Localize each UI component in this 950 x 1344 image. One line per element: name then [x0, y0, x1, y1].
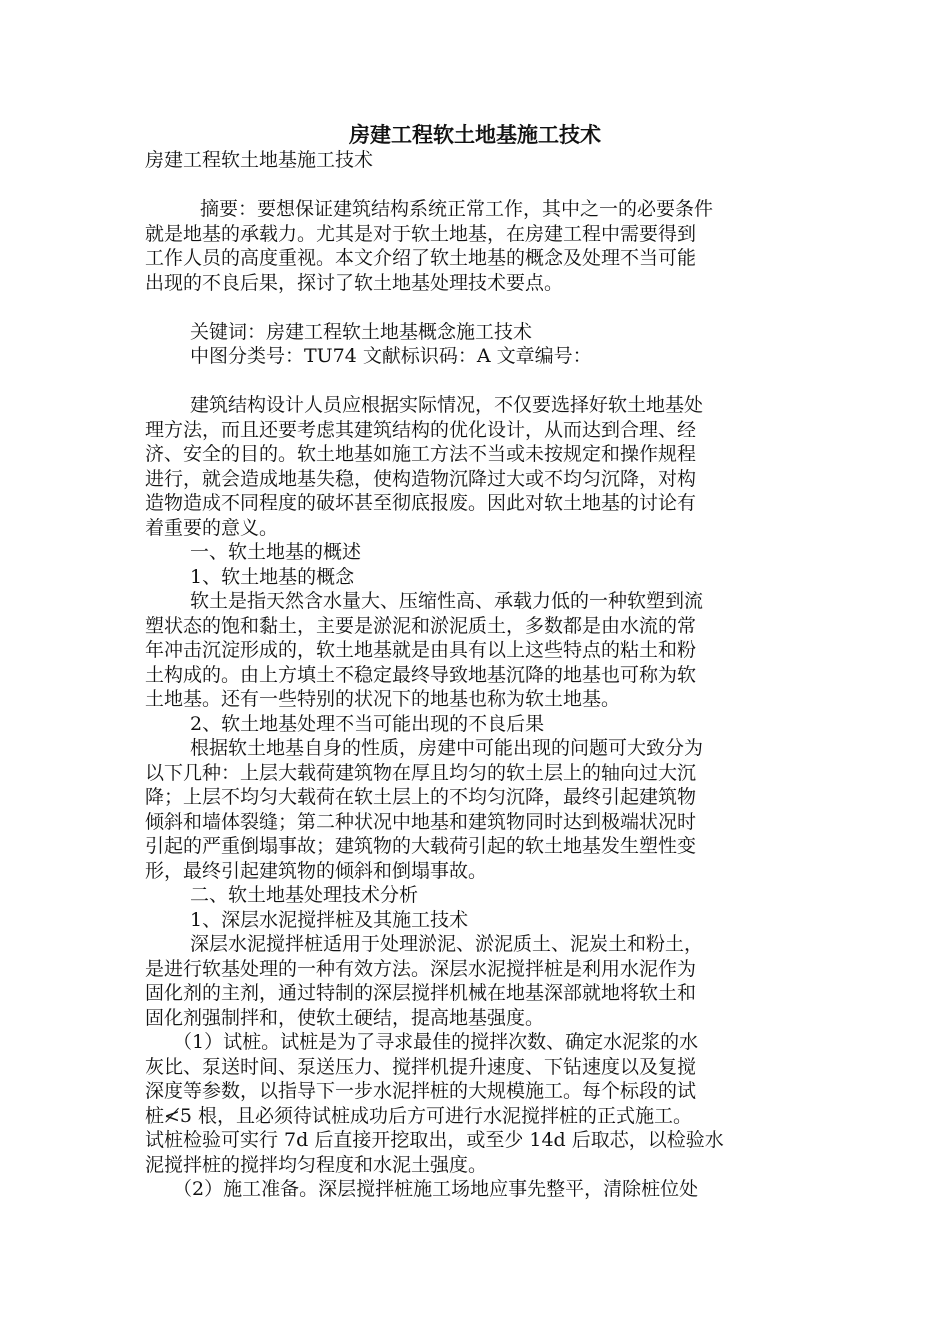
- paragraph-line: 塑状态的饱和黏土，主要是淤泥和淤泥质土，多数都是由水流的常: [145, 614, 697, 637]
- document-subtitle: 房建工程软土地基施工技术: [145, 149, 374, 171]
- list-item-line: （1）试桩。试桩是为了寻求最佳的搅拌次数、确定水泥浆的水: [173, 1031, 699, 1053]
- paragraph-line: 降；上层不均匀大载荷在软土层上的不均匀沉降，最终引起建筑物: [145, 786, 697, 808]
- document-title: 房建工程软土地基施工技术: [349, 122, 601, 147]
- intro-line: 进行，就会造成地基失稳，使构造物沉降过大或不均匀沉降，对构: [145, 467, 697, 490]
- classification: 中图分类号：TU74 文献标识码：A 文章编号：: [190, 345, 592, 367]
- paragraph-line: 倾斜和墙体裂缝；第二种状况中地基和建筑物同时达到极端状况时: [145, 810, 697, 833]
- paragraph-line: 引起的严重倒塌事故；建筑物的大载荷引起的软土地基发生塑性变: [145, 835, 697, 857]
- spacer: [145, 295, 815, 320]
- intro-line: 造物造成不同程度的破坏甚至彻底报废。因此对软土地基的讨论有: [145, 492, 697, 514]
- list-item-line: 桩≮5 根，且必须待试桩成功后方可进行水泥搅拌桩的正式施工。: [145, 1104, 693, 1127]
- intro-line: 理方法，而且还要考虑其建筑结构的优化设计，从而达到合理、经: [145, 418, 697, 441]
- subsection-heading: 1、深层水泥搅拌桩及其施工技术: [190, 908, 469, 931]
- section-heading: 一、软土地基的概述: [190, 541, 362, 563]
- section-heading: 二、软土地基处理技术分析: [190, 884, 419, 906]
- paragraph-line: 固化剂的主剂，通过特制的深层搅拌机械在地基深部就地将软土和: [145, 982, 697, 1004]
- paragraph-line: 深层水泥搅拌桩适用于处理淤泥、淤泥质土、泥炭土和粉土，: [190, 933, 704, 955]
- spacer: [145, 173, 815, 198]
- intro-line: 济、安全的目的。软土地基如施工方法不当或未按规定和操作规程: [145, 443, 697, 465]
- paragraph-line: 固化剂强制拌和，使软土硬结，提高地基强度。: [145, 1006, 545, 1029]
- list-item-line: 泥搅拌桩的搅拌均匀程度和水泥土强度。: [145, 1153, 488, 1176]
- document-body: [145, 148, 815, 1202]
- list-item-line: 灰比、泵送时间、泵送压力、搅拌机提升速度、下钻速度以及复搅: [145, 1055, 697, 1078]
- abstract-line: 就是地基的承载力。尤其是对于软土地基，在房建工程中需要得到: [145, 222, 697, 245]
- spacer: [145, 369, 815, 394]
- keywords: 关键词：房建工程软土地基概念施工技术: [190, 320, 533, 343]
- paragraph-line: 土地基。还有一些特别的状况下的地基也称为软土地基。: [145, 688, 621, 710]
- paragraph-line: 根据软土地基自身的性质，房建中可能出现的问题可大致分为: [190, 737, 704, 759]
- paragraph-line: 以下几种：上层大载荷建筑物在厚且均匀的软土层上的轴向过大沉: [145, 761, 697, 784]
- paragraph-line: 土构成的。由上方填土不稳定最终导致地基沉降的地基也可称为软: [145, 663, 697, 686]
- paragraph-line: 年冲击沉淀形成的，软土地基就是由具有以上这些特点的粘土和粉: [145, 639, 697, 661]
- list-item-line: （2）施工准备。深层搅拌桩施工场地应事先整平，清除桩位处: [173, 1178, 699, 1200]
- subsection-heading: 1、软土地基的概念: [190, 565, 355, 588]
- list-item-line: 深度等参数，以指导下一步水泥拌桩的大规模施工。每个标段的试: [145, 1080, 697, 1102]
- list-item-line: 试桩检验可实行 7d 后直接开挖取出，或至少 14d 后取芯，以检验水: [145, 1129, 724, 1151]
- paragraph-line: 形，最终引起建筑物的倾斜和倒塌事故。: [145, 859, 488, 882]
- paragraph-line: 软土是指天然含水量大、压缩性高、承载力低的一种软塑到流: [190, 590, 704, 612]
- intro-line: 建筑结构设计人员应根据实际情况，不仅要选择好软土地基处: [190, 394, 704, 416]
- abstract-line: 摘要：要想保证建筑结构系统正常工作，其中之一的必要条件: [200, 198, 714, 220]
- abstract-line: 工作人员的高度重视。本文介绍了软土地基的概念及处理不当可能: [145, 247, 697, 269]
- intro-line: 着重要的意义。: [145, 516, 279, 539]
- abstract-line: 出现的不良后果，探讨了软土地基处理技术要点。: [145, 271, 564, 294]
- subsection-heading: 2、软土地基处理不当可能出现的不良后果: [190, 712, 545, 735]
- paragraph-line: 是进行软基处理的一种有效方法。深层水泥搅拌桩是利用水泥作为: [145, 957, 697, 980]
